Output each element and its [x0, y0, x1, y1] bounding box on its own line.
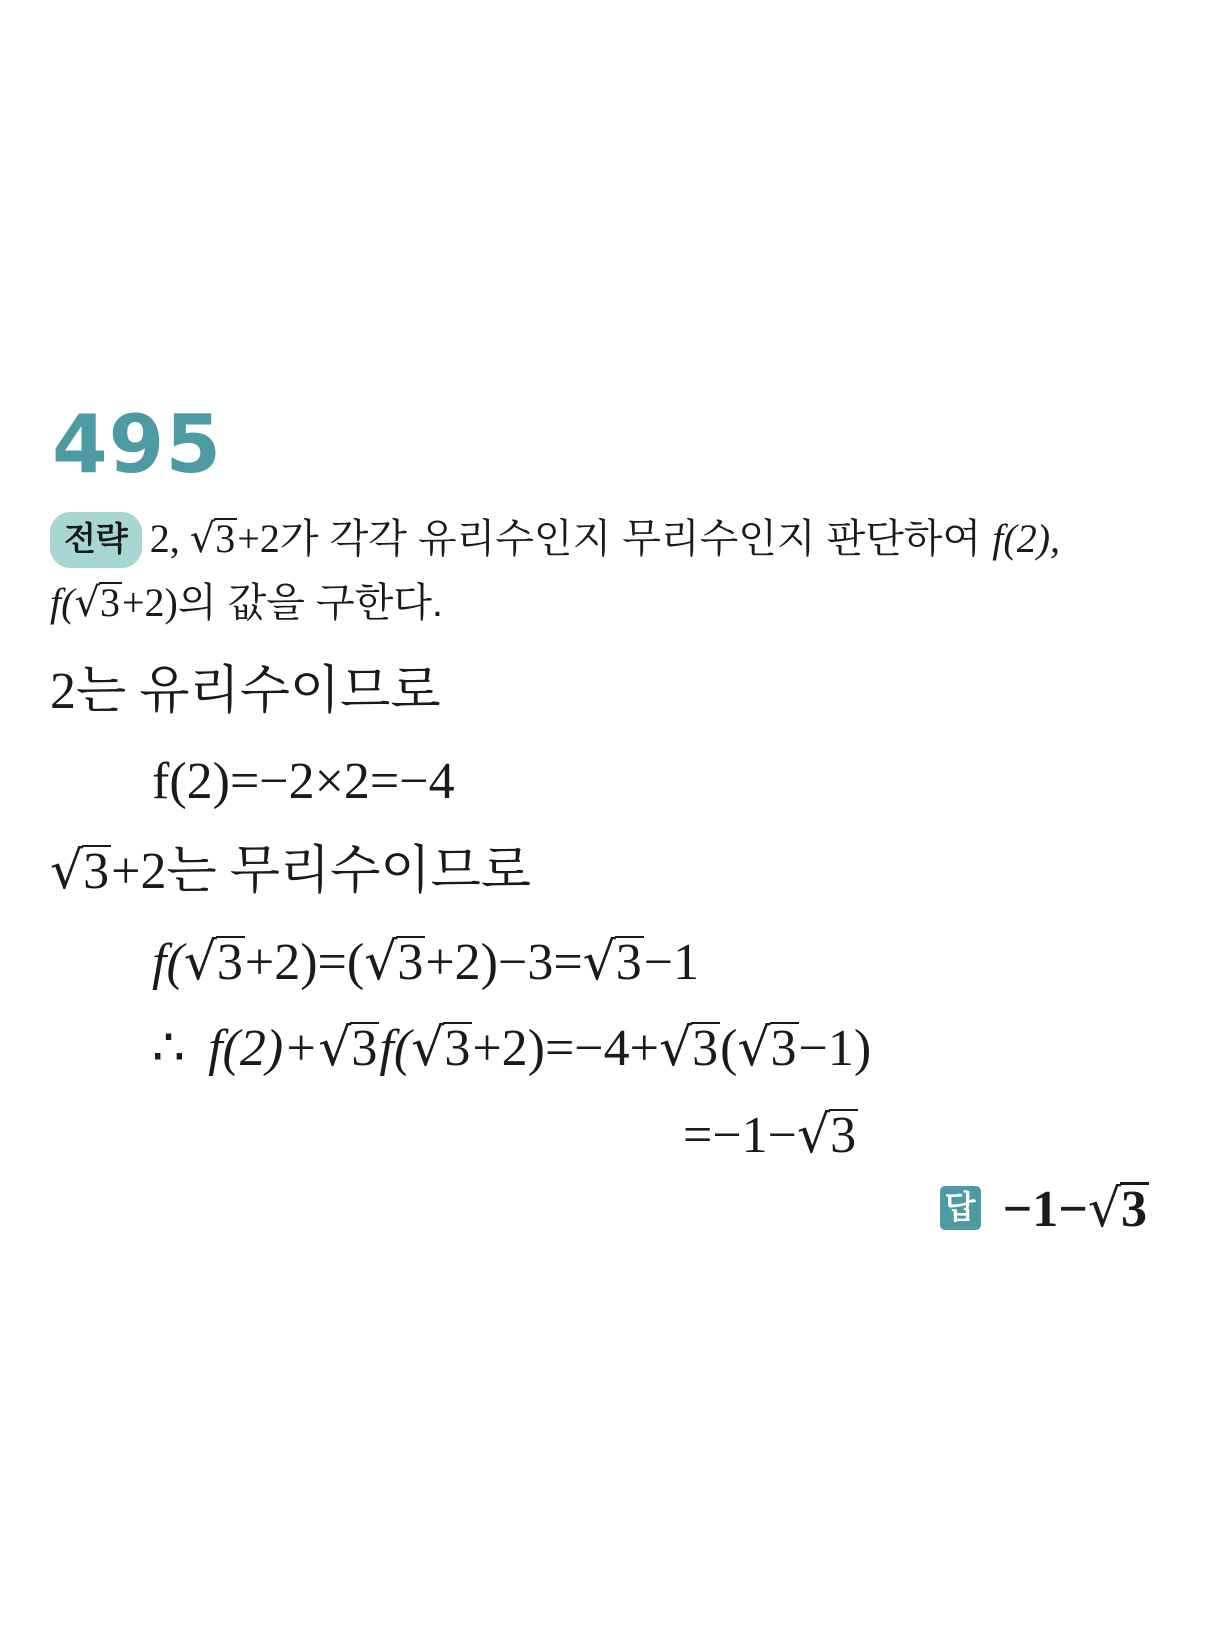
strategy-plus-2: +2 — [237, 516, 280, 561]
eq-part: −1 — [643, 934, 700, 991]
sqrt-radicand: 3 — [215, 516, 236, 561]
equation-therefore — [152, 1018, 871, 1079]
strategy-badge: 전략 — [50, 512, 142, 568]
sqrt-radicand: 3 — [444, 1020, 471, 1077]
radical-sign-icon: √ — [364, 932, 398, 992]
sqrt-expression — [737, 1020, 798, 1077]
radical-sign-icon: √ — [189, 516, 216, 562]
answer-value: −1− — [1002, 1181, 1088, 1238]
answer — [940, 1178, 1149, 1241]
sqrt-radicand: 3 — [830, 1107, 857, 1164]
sqrt-expression — [318, 1020, 379, 1077]
eq-part: −1) — [798, 1020, 872, 1077]
sqrt-expression — [74, 580, 122, 625]
radical-sign-icon: √ — [50, 841, 84, 901]
sqrt-expression — [1088, 1181, 1149, 1238]
sqrt-radicand: 3 — [351, 1020, 378, 1077]
sqrt-radicand: 3 — [83, 843, 110, 900]
sqrt-expression — [797, 1107, 858, 1164]
sqrt-expression — [411, 1020, 472, 1077]
eq-part: ( — [720, 1020, 738, 1077]
strategy-number-2: 2, — [149, 516, 190, 561]
eq-part: f(2)+ — [208, 1020, 319, 1077]
radical-sign-icon: √ — [183, 932, 217, 992]
radical-sign-icon: √ — [796, 1105, 831, 1165]
therefore-icon: ∴ — [152, 1020, 199, 1077]
sqrt-radicand: 3 — [99, 580, 120, 625]
sqrt-expression — [184, 934, 245, 991]
equation-f-sqrt — [152, 932, 699, 993]
equation-result — [683, 1105, 858, 1166]
sqrt-radicand: 3 — [615, 934, 642, 991]
solution-line-irrational — [50, 841, 531, 902]
solution-line-rational: 2는 유리수이므로 — [50, 663, 441, 720]
eq-part: +2)=( — [244, 934, 365, 991]
problem-number: 495 — [52, 398, 222, 491]
sqrt-radicand: 3 — [216, 934, 243, 991]
eq-part: +2)−3= — [425, 934, 583, 991]
sqrt-expression — [50, 843, 111, 900]
answer-badge: 답 — [940, 1186, 981, 1230]
eq-part: +2)=−4+ — [472, 1020, 659, 1077]
eq-part: f( — [152, 934, 184, 991]
irrational-text: +2는 무리수이므로 — [111, 843, 532, 900]
eq-part: f( — [379, 1020, 412, 1077]
sqrt-expression — [659, 1020, 720, 1077]
radical-sign-icon: √ — [1087, 1179, 1121, 1239]
sqrt-expression — [190, 516, 238, 561]
strategy-line-2 — [50, 578, 443, 628]
radical-sign-icon: √ — [318, 1018, 352, 1078]
radical-sign-icon: √ — [737, 1018, 771, 1078]
sqrt-radicand: 3 — [692, 1020, 719, 1077]
radical-sign-icon: √ — [74, 580, 100, 626]
radical-sign-icon: √ — [658, 1018, 693, 1078]
sqrt-radicand: 3 — [1121, 1181, 1147, 1238]
strategy-text: 가 각각 유리수인지 무리수인지 판단하여 — [279, 517, 993, 561]
radical-sign-icon: √ — [582, 932, 616, 992]
sqrt-expression — [583, 934, 644, 991]
eq-part: =−1− — [683, 1107, 797, 1164]
equation-f2: f(2)=−2×2=−4 — [152, 753, 455, 810]
strategy-line-1 — [50, 512, 1060, 568]
strategy-f2: f(2), — [992, 516, 1061, 561]
strategy-text-2: 의 값을 구한다. — [177, 581, 444, 625]
strategy-f-open: f( — [50, 580, 75, 625]
radical-sign-icon: √ — [411, 1018, 445, 1078]
strategy-plus-2-close: +2) — [121, 580, 178, 625]
sqrt-expression — [364, 934, 425, 991]
sqrt-radicand: 3 — [770, 1020, 797, 1077]
sqrt-radicand: 3 — [397, 934, 424, 991]
